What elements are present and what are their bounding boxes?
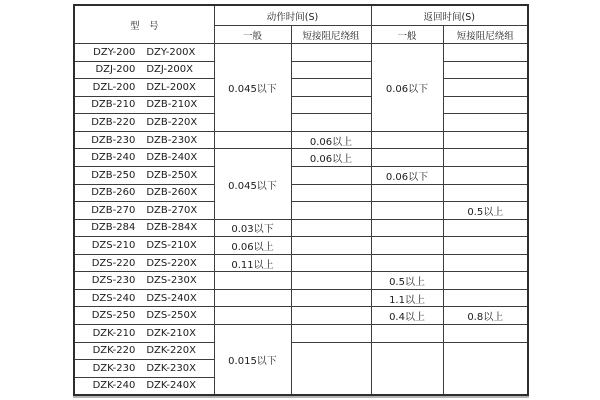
model-cell xyxy=(74,166,214,184)
model-name: DZK-210 xyxy=(92,327,136,339)
model-name-x: DZL-200X xyxy=(146,81,196,93)
table-row xyxy=(74,254,528,272)
action-damping-cell xyxy=(291,184,371,202)
model-name: DZJ-200 xyxy=(95,64,136,76)
return-general-cell: 0.06以下 xyxy=(371,44,443,132)
table-row xyxy=(74,166,528,184)
model-cell xyxy=(74,272,214,290)
table-row xyxy=(74,114,528,132)
action-damping-cell xyxy=(291,61,371,79)
table-row xyxy=(74,272,528,290)
return-damping-cell xyxy=(443,131,528,149)
model-name-x: DZK-210X xyxy=(146,327,196,339)
model-cell xyxy=(74,131,214,149)
return-damping-cell xyxy=(443,79,528,97)
return-general-header: 一般 xyxy=(371,26,443,44)
model-name-x: DZB-240X xyxy=(146,152,198,164)
action-damping-cell xyxy=(291,325,371,343)
return-general-cell xyxy=(371,184,443,202)
model-name: DZK-230 xyxy=(92,362,136,374)
model-cell xyxy=(74,325,214,343)
table-row xyxy=(74,44,528,62)
return-time-header: 返回时间(S) xyxy=(371,5,528,26)
action-time-header: 动作时间(S) xyxy=(214,5,371,26)
action-damping-cell xyxy=(291,307,371,325)
action-damping-cell xyxy=(291,114,371,132)
model-name: DZS-210 xyxy=(91,239,136,251)
model-cell xyxy=(74,79,214,97)
return-general-cell xyxy=(371,237,443,255)
model-name-x: DZS-250X xyxy=(146,310,197,322)
action-damping-cell xyxy=(291,96,371,114)
action-damping-cell xyxy=(291,342,371,395)
model-name-x: DZS-240X xyxy=(146,292,197,304)
return-general-cell xyxy=(371,254,443,272)
model-cell xyxy=(74,360,214,378)
model-name-x: DZB-220X xyxy=(146,117,198,129)
return-damping-cell xyxy=(443,184,528,202)
model-name: DZB-284 xyxy=(91,222,136,234)
table-row xyxy=(74,79,528,97)
return-general-cell: 0.5以上 xyxy=(371,272,443,290)
action-general-cell xyxy=(214,307,291,325)
action-general-cell xyxy=(214,131,291,149)
action-general-cell: 0.045以下 xyxy=(214,44,291,132)
model-name-x: DZB-270X xyxy=(146,204,198,216)
return-damping-cell xyxy=(443,342,528,395)
model-cell xyxy=(74,96,214,114)
action-damping-cell xyxy=(291,254,371,272)
action-damping-cell xyxy=(291,202,371,220)
action-general-header: 一般 xyxy=(214,26,291,44)
return-general-cell xyxy=(371,202,443,220)
table-row xyxy=(74,96,528,114)
table-row xyxy=(74,342,528,360)
return-damping-cell xyxy=(443,272,528,290)
model-name-x: DZS-210X xyxy=(146,239,197,251)
return-general-cell xyxy=(371,219,443,237)
action-general-cell: 0.11以上 xyxy=(214,254,291,272)
table-row xyxy=(74,184,528,202)
header-row-groups xyxy=(74,5,528,26)
model-cell xyxy=(74,289,214,307)
table-row xyxy=(74,219,528,237)
model-name: DZB-250 xyxy=(91,169,136,181)
model-cell xyxy=(74,237,214,255)
return-damping-cell: 0.5以上 xyxy=(443,202,528,220)
model-cell xyxy=(74,307,214,325)
model-name: DZS-220 xyxy=(91,257,136,269)
action-damping-cell: 0.06以上 xyxy=(291,149,371,167)
action-damping-header: 短接阻尼绕组 xyxy=(291,26,371,44)
return-damping-cell xyxy=(443,166,528,184)
action-general-cell: 0.015以下 xyxy=(214,325,291,396)
model-name: DZB-240 xyxy=(91,152,136,164)
return-general-cell: 1.1以上 xyxy=(371,289,443,307)
return-damping-cell xyxy=(443,44,528,62)
model-name: DZB-210 xyxy=(91,99,136,111)
return-damping-cell xyxy=(443,114,528,132)
return-general-cell: 0.4以上 xyxy=(371,307,443,325)
model-name-x: DZS-220X xyxy=(146,257,197,269)
return-damping-cell xyxy=(443,289,528,307)
model-name-x: DZK-220X xyxy=(146,345,196,357)
return-general-cell xyxy=(371,131,443,149)
model-cell xyxy=(74,114,214,132)
table-row xyxy=(74,149,528,167)
model-name-x: DZB-284X xyxy=(146,222,198,234)
action-damping-cell xyxy=(291,79,371,97)
return-damping-cell xyxy=(443,325,528,343)
model-name: DZK-240 xyxy=(92,380,136,392)
model-cell xyxy=(74,44,214,62)
return-damping-cell: 0.8以上 xyxy=(443,307,528,325)
model-name-x: DZY-200X xyxy=(146,46,196,58)
return-general-cell xyxy=(371,325,443,343)
action-general-cell: 0.045以下 xyxy=(214,149,291,219)
model-name: DZB-260 xyxy=(91,187,136,199)
model-cell xyxy=(74,219,214,237)
table-row xyxy=(74,202,528,220)
model-cell xyxy=(74,342,214,360)
action-damping-cell xyxy=(291,237,371,255)
model-name: DZS-230 xyxy=(91,275,136,287)
model-name-x: DZS-230X xyxy=(146,275,197,287)
action-damping-cell xyxy=(291,44,371,62)
action-damping-cell xyxy=(291,272,371,290)
model-name-x: DZB-210X xyxy=(146,99,198,111)
return-damping-cell xyxy=(443,254,528,272)
return-damping-cell xyxy=(443,149,528,167)
return-general-cell xyxy=(371,342,443,395)
model-name-x: DZB-250X xyxy=(146,169,198,181)
spec-table xyxy=(73,4,529,396)
table-row xyxy=(74,325,528,343)
model-name: DZS-240 xyxy=(91,292,136,304)
table-row xyxy=(74,131,528,149)
return-damping-cell xyxy=(443,237,528,255)
model-cell xyxy=(74,377,214,395)
return-damping-cell xyxy=(443,61,528,79)
model-cell xyxy=(74,149,214,167)
model-cell xyxy=(74,184,214,202)
model-name: DZB-230 xyxy=(91,134,136,146)
return-general-cell xyxy=(371,149,443,167)
return-general-cell: 0.06以下 xyxy=(371,166,443,184)
table-row xyxy=(74,289,528,307)
action-general-cell xyxy=(214,289,291,307)
action-general-cell: 0.03以下 xyxy=(214,219,291,237)
return-damping-cell xyxy=(443,219,528,237)
action-general-cell xyxy=(214,272,291,290)
model-name: DZL-200 xyxy=(92,81,136,93)
return-damping-header: 短接阻尼绕组 xyxy=(443,26,528,44)
table-row xyxy=(74,237,528,255)
model-name: DZS-250 xyxy=(91,310,136,322)
table-row xyxy=(74,61,528,79)
return-damping-cell xyxy=(443,96,528,114)
model-header: 型 号 xyxy=(74,5,214,44)
model-name-x: DZK-240X xyxy=(146,380,196,392)
action-damping-cell: 0.06以上 xyxy=(291,131,371,149)
model-name-x: DZJ-200X xyxy=(146,64,194,76)
model-name: DZY-200 xyxy=(93,46,136,58)
model-cell xyxy=(74,254,214,272)
model-name: DZK-220 xyxy=(92,345,136,357)
model-cell xyxy=(74,202,214,220)
model-name-x: DZB-230X xyxy=(146,134,198,146)
action-damping-cell xyxy=(291,166,371,184)
model-name: DZB-270 xyxy=(91,204,136,216)
action-damping-cell xyxy=(291,219,371,237)
model-cell xyxy=(74,61,214,79)
action-general-cell: 0.06以上 xyxy=(214,237,291,255)
table-row xyxy=(74,307,528,325)
model-name-x: DZB-260X xyxy=(146,187,198,199)
model-name-x: DZK-230X xyxy=(146,362,196,374)
model-name: DZB-220 xyxy=(91,117,136,129)
action-damping-cell xyxy=(291,289,371,307)
